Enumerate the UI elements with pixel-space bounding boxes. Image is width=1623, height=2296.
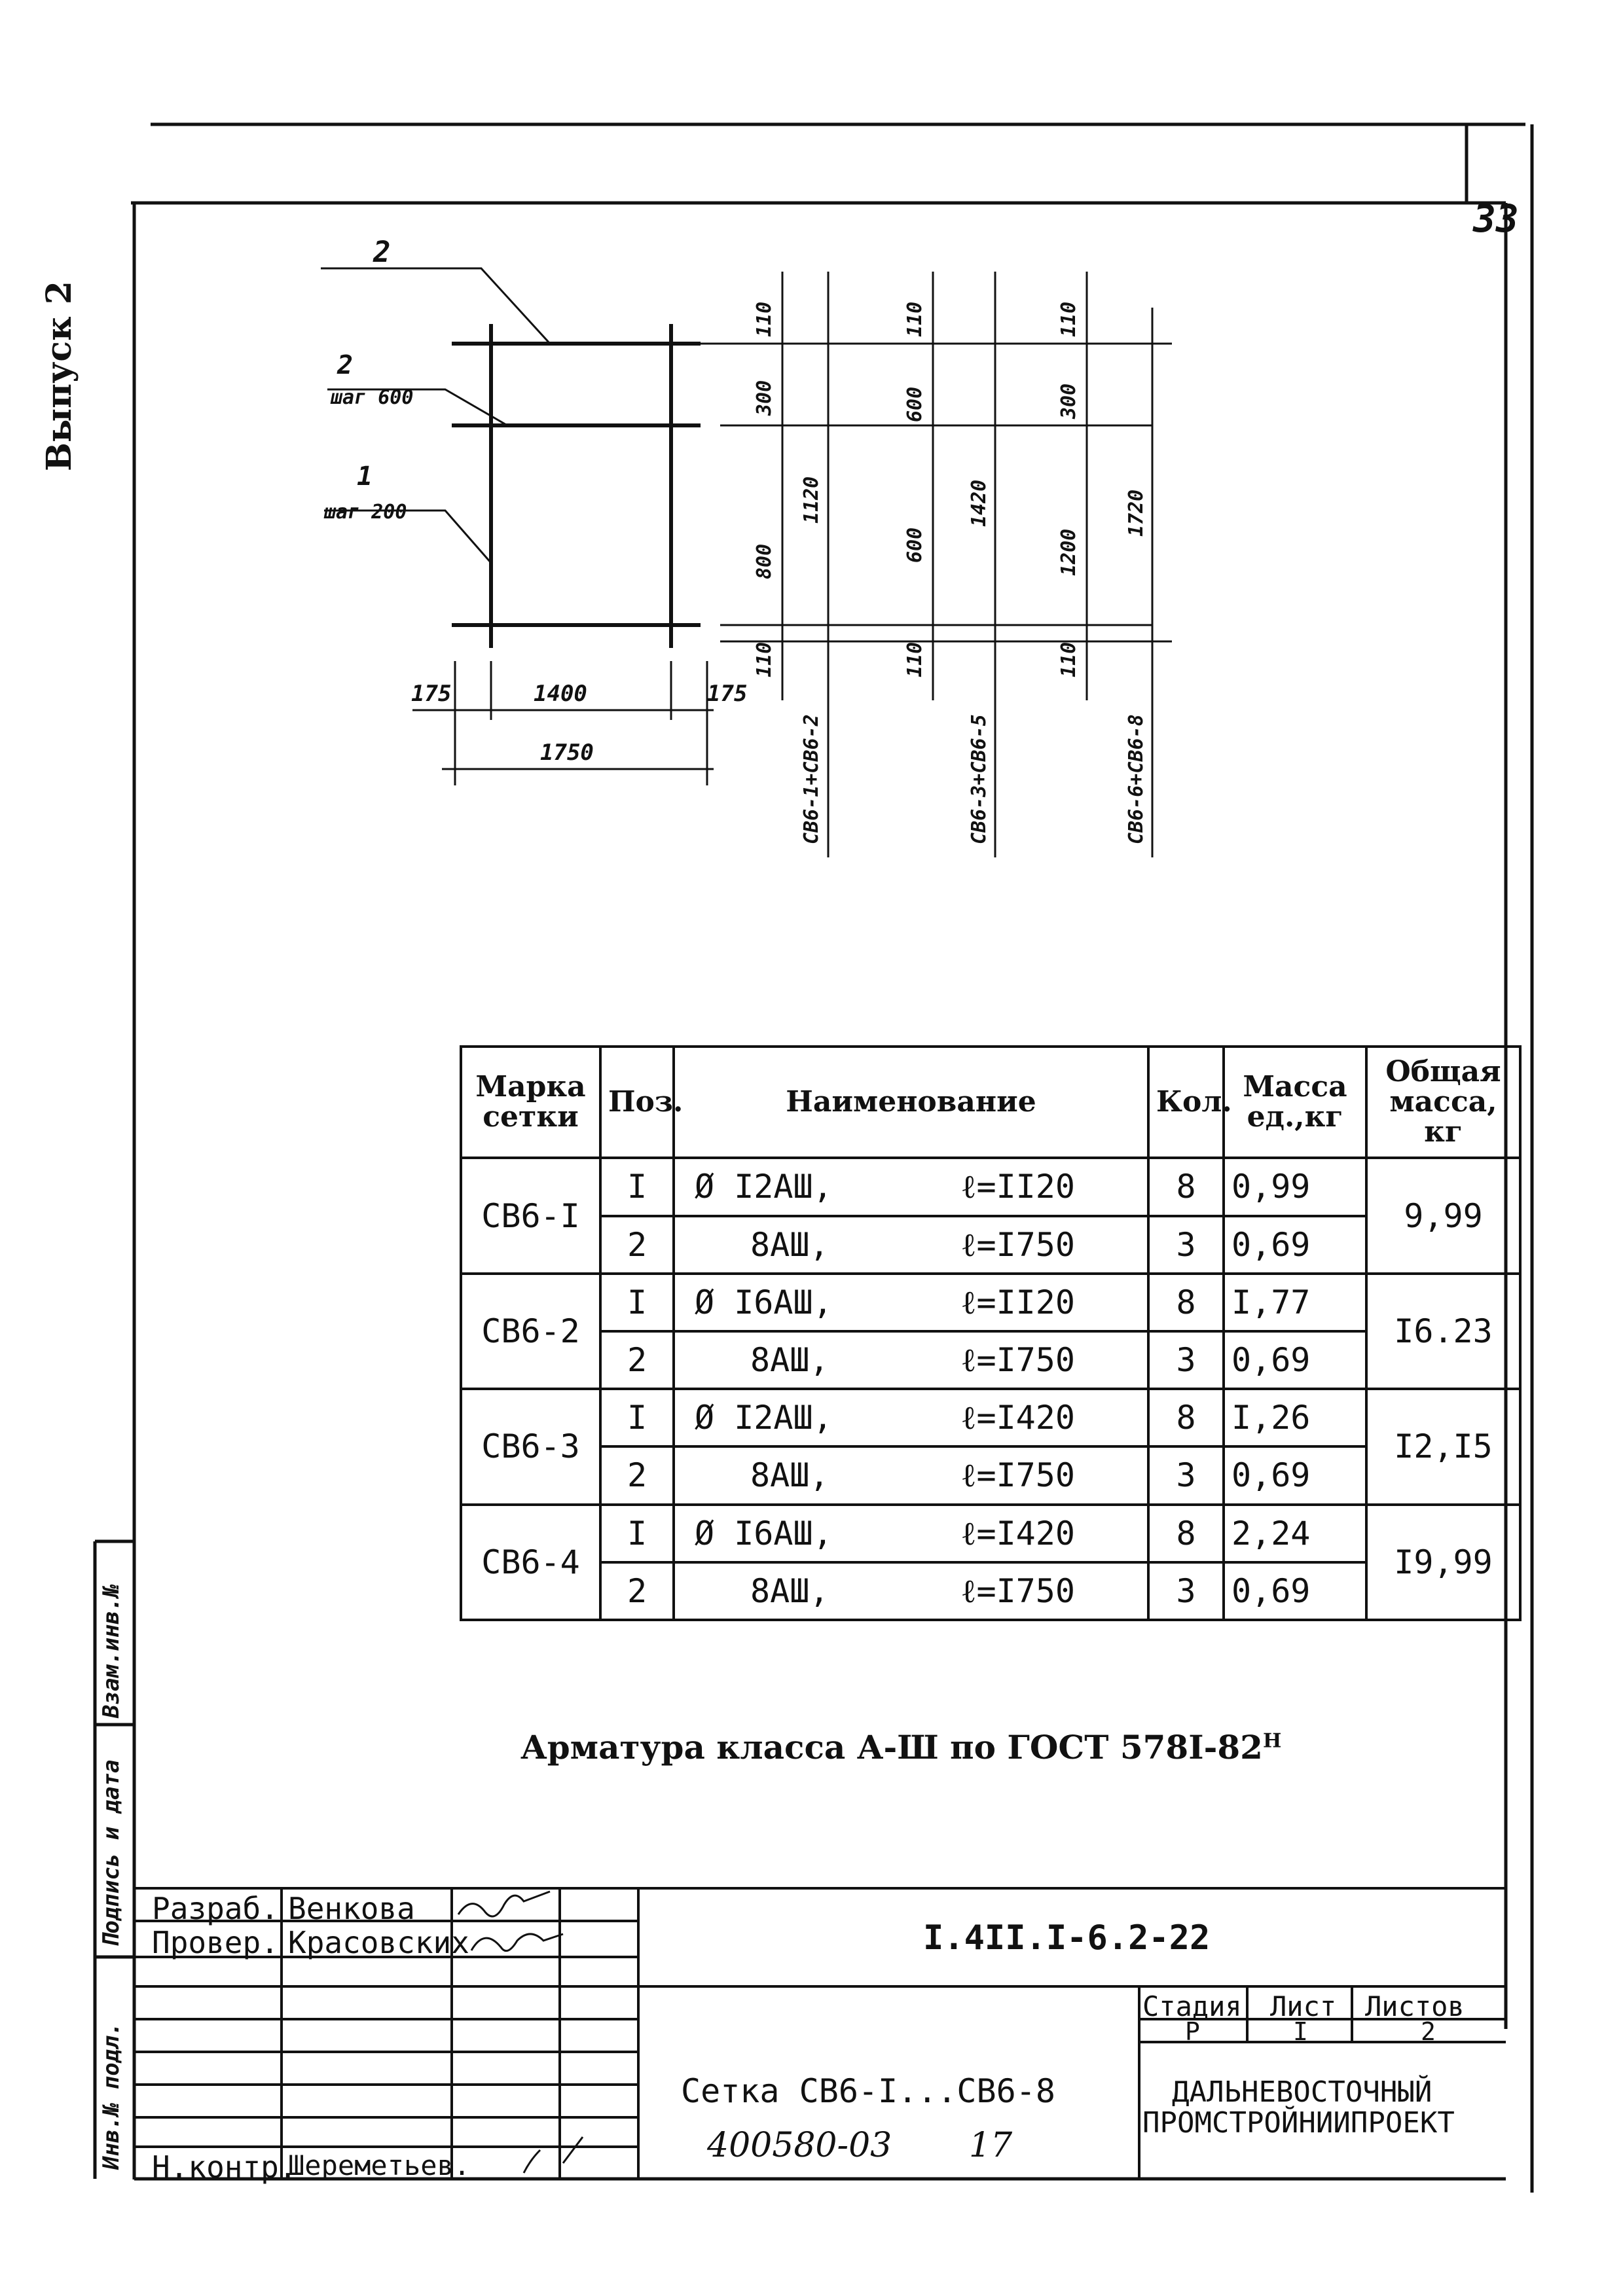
- col2-top: 110: [903, 301, 926, 337]
- doc-code: I.4II.I-6.2-22: [923, 1918, 1211, 1958]
- qty-cell: 3: [1148, 1331, 1224, 1389]
- developer-role: Разраб.: [152, 1891, 279, 1926]
- length-text: ℓ=II20: [960, 1168, 1075, 1206]
- dim-right: 175: [707, 681, 748, 707]
- name-text: Ø I6АШ,: [695, 1283, 833, 1321]
- col1-total: 1120: [800, 476, 823, 524]
- leader-top-pos: 2: [373, 236, 391, 269]
- length-text: ℓ=I750: [960, 1456, 1075, 1495]
- mass-cell: 0,69: [1224, 1446, 1366, 1504]
- col2-total: 1420: [968, 479, 991, 527]
- col1-b: 800: [753, 543, 776, 579]
- norm-name: Шереметьев.: [288, 2149, 471, 2181]
- hdr-mark: Марка сетки: [461, 1047, 600, 1158]
- length-text: ℓ=I750: [960, 1341, 1075, 1380]
- gost-note-sup: Н: [1262, 1729, 1282, 1753]
- mass-cell: 0,99: [1224, 1158, 1366, 1215]
- sheet-value: I: [1293, 2017, 1308, 2046]
- col2-a: 600: [903, 386, 926, 422]
- col3-top: 110: [1057, 301, 1080, 337]
- name-text: 8АШ,: [750, 1341, 830, 1380]
- mass-cell: I,26: [1224, 1389, 1366, 1446]
- length-text: ℓ=I750: [960, 1571, 1075, 1610]
- qty-cell: 8: [1148, 1158, 1224, 1215]
- col1-top: 110: [753, 301, 776, 337]
- sheet-title: Сетка СВ6-I...СВ6-8: [681, 2072, 1055, 2110]
- total-mass-cell: 9,99: [1366, 1158, 1520, 1273]
- name-text: 8АШ,: [750, 1225, 830, 1264]
- mass-cell: 0,69: [1224, 1562, 1366, 1620]
- length-text: ℓ=I420: [960, 1399, 1075, 1437]
- page-number: 33: [1473, 196, 1519, 241]
- name-text: Ø I2АШ,: [695, 1168, 833, 1206]
- length-text: ℓ=I750: [960, 1225, 1075, 1264]
- stage-label: Стадия: [1142, 1990, 1242, 2022]
- name-text: 8АШ,: [750, 1456, 830, 1495]
- name-text: Ø I2АШ,: [695, 1399, 833, 1437]
- dim-left: 175: [411, 681, 452, 707]
- hdr-unit-mass: Масса ед.,кг: [1224, 1047, 1366, 1158]
- mark-cell: СВ6-I: [461, 1158, 600, 1273]
- leader-mid-pos: 2: [337, 350, 354, 380]
- total-mass-cell: I9,99: [1366, 1505, 1520, 1621]
- mass-cell: 2,24: [1224, 1505, 1366, 1562]
- col2-label: СВ6-3+СВ6-5: [968, 714, 991, 844]
- developer-name: Венкова: [288, 1891, 415, 1926]
- signature-developer: [458, 1892, 550, 1916]
- pos-cell: 2: [600, 1331, 674, 1389]
- mass-cell: 0,69: [1224, 1331, 1366, 1389]
- archive-number: 17: [969, 2126, 1013, 2165]
- checker-role: Провер.: [152, 1925, 279, 1960]
- pos-cell: I: [600, 1274, 674, 1331]
- mark-cell: СВ6-3: [461, 1389, 600, 1504]
- qty-cell: 8: [1148, 1505, 1224, 1562]
- hdr-total-mass: Общая масса, кг: [1366, 1047, 1520, 1158]
- dim-total: 1750: [540, 740, 594, 766]
- qty-cell: 8: [1148, 1274, 1224, 1331]
- margin-inv-orig-text: Инв.№ подл.: [98, 2022, 124, 2170]
- col1-a: 300: [753, 380, 776, 416]
- col1-label: СВ6-1+СВ6-2: [800, 714, 823, 844]
- norm-role: Н.контр.: [152, 2149, 297, 2185]
- leader-mid-step: шаг 600: [331, 386, 414, 409]
- qty-cell: 3: [1148, 1446, 1224, 1504]
- mass-cell: I,77: [1224, 1274, 1366, 1331]
- sheets-label: Листов: [1365, 1990, 1465, 2022]
- mark-cell: СВ6-2: [461, 1274, 600, 1389]
- org-line1: ДАЛЬНЕВОСТОЧНЫЙ: [1172, 2075, 1432, 2109]
- col3-bottom: 110: [1057, 641, 1080, 677]
- col3-a: 300: [1057, 383, 1080, 419]
- qty-cell: 3: [1148, 1562, 1224, 1620]
- pos-cell: I: [600, 1505, 674, 1562]
- col3-total: 1720: [1125, 489, 1148, 537]
- leader-low-pos: 1: [357, 461, 373, 492]
- stage-value: Р: [1185, 2017, 1200, 2046]
- name-text: Ø I6АШ,: [695, 1514, 833, 1552]
- checker-name: Красовских: [288, 1925, 469, 1960]
- mass-cell: 0,69: [1224, 1216, 1366, 1274]
- col2-bottom: 110: [903, 641, 926, 677]
- signature-norm: [524, 2137, 583, 2173]
- org-line2: ПРОМСТРОЙНИИПРОЕКТ: [1142, 2106, 1455, 2140]
- gost-note-text: Арматура класса А-Ш по ГОСТ 578I-82: [520, 1728, 1263, 1767]
- qty-cell: 3: [1148, 1216, 1224, 1274]
- col3-label: СВ6-6+СВ6-8: [1125, 714, 1148, 844]
- length-text: ℓ=I420: [960, 1514, 1075, 1552]
- hdr-name: Наименование: [674, 1047, 1148, 1158]
- sheets-value: 2: [1421, 2017, 1436, 2046]
- total-mass-cell: I6.23: [1366, 1274, 1520, 1389]
- mark-cell: СВ6-4: [461, 1505, 600, 1621]
- sheet-label: Лист: [1270, 1990, 1337, 2022]
- pos-cell: 2: [600, 1446, 674, 1504]
- margin-inv-repl-text: Взам.инв.№: [98, 1584, 124, 1718]
- col2-b: 600: [903, 527, 926, 563]
- pos-cell: I: [600, 1389, 674, 1446]
- hdr-qty: Кол.: [1148, 1047, 1224, 1158]
- pos-cell: 2: [600, 1562, 674, 1620]
- margin-sign-date-text: Подпись и дата: [98, 1759, 124, 1947]
- pos-cell: 2: [600, 1216, 674, 1274]
- col3-b: 1200: [1057, 528, 1080, 576]
- pos-cell: I: [600, 1158, 674, 1215]
- dim-mid: 1400: [534, 681, 587, 707]
- release-label-text: Выпуск 2: [39, 281, 79, 471]
- hdr-pos: Поз.: [600, 1047, 674, 1158]
- archive-code: 400580-03: [707, 2126, 892, 2165]
- total-mass-cell: I2,I5: [1366, 1389, 1520, 1504]
- col1-bottom: 110: [753, 641, 776, 677]
- name-text: 8АШ,: [750, 1571, 830, 1610]
- leader-low-step: шаг 200: [324, 501, 407, 524]
- signature-checker: [471, 1934, 563, 1951]
- length-text: ℓ=II20: [960, 1283, 1075, 1321]
- qty-cell: 8: [1148, 1389, 1224, 1446]
